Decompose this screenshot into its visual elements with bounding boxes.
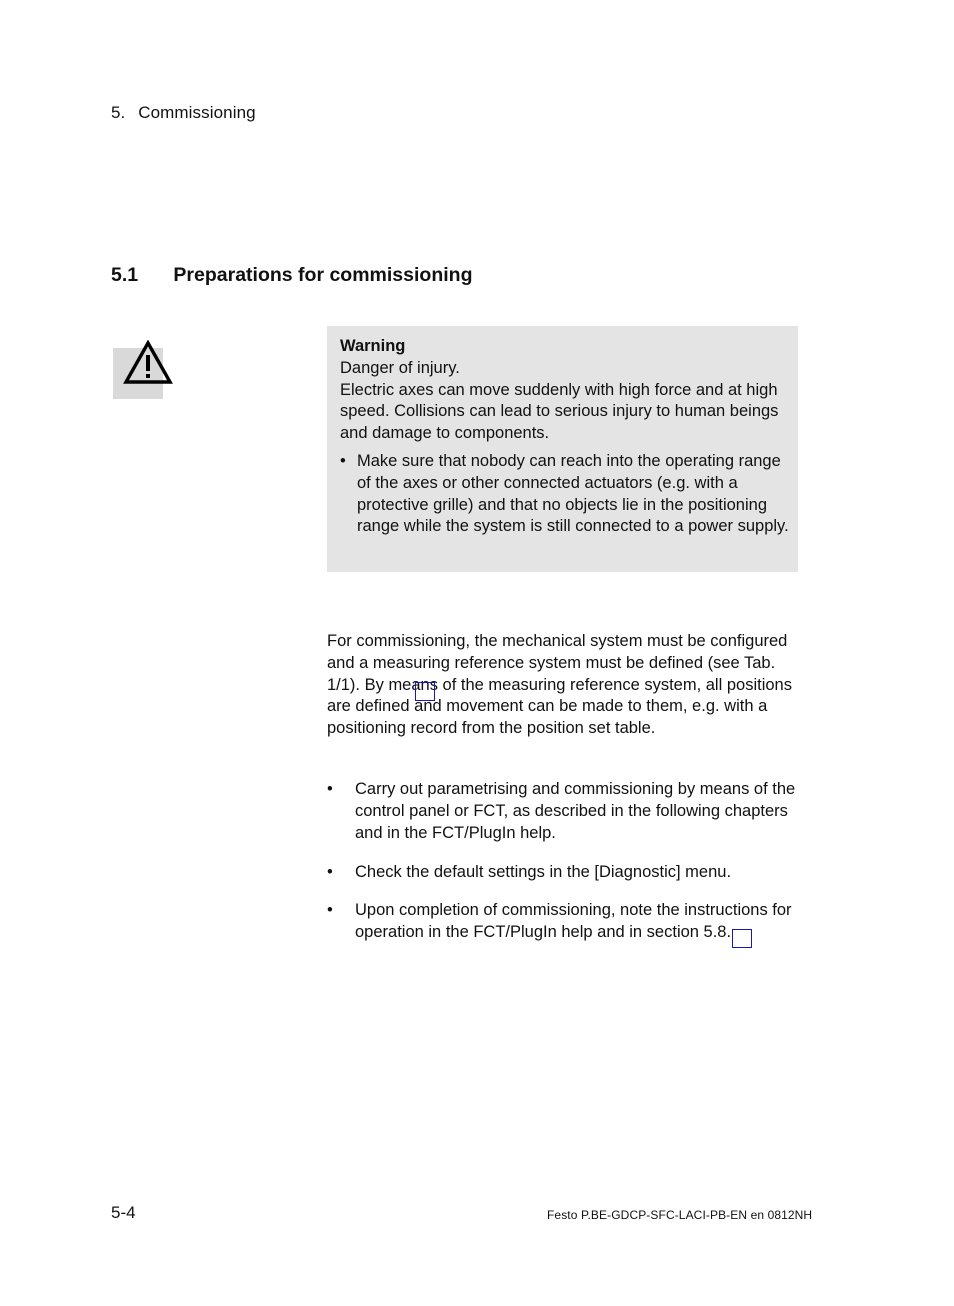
bullet-symbol: • [340,451,346,470]
intro-paragraph: For commissioning, the mechanical system must be configured and a measuring reference system must be defined (see Tab. 1/1). By means of the measuring reference system, all positions are defined and movement can be made to them, e.g. with a positioning record from the position set table. [327,632,792,738]
chapter-number: 5. [111,103,126,122]
chapter-title: Commissioning [138,103,256,122]
warning-panel [327,326,798,572]
bullet-symbol: • [327,901,333,919]
warning-subtitle: Danger of injury. [340,358,460,377]
list-item-text: Check the default settings in the [Diagnostic] menu. [355,863,732,881]
warning-content [340,336,790,538]
page-number: 5-4 [111,1203,136,1222]
table-reference-link[interactable] [415,682,435,701]
warning-text: Electric axes can move suddenly with high force and at high speed. Collisions can lead to serious injury to human beings and damage to components. [340,380,779,443]
bullet-symbol: • [327,863,333,881]
warning-bullet-item [340,451,790,538]
list-item [327,778,797,845]
document-id: Festo P.BE-GDCP-SFC-LACI-PB-EN en 0812NH [547,1208,813,1222]
warning-title: Warning [340,337,406,355]
warning-triangle-icon [123,340,173,386]
list-item [327,899,797,943]
warning-bullet-text: Make sure that nobody can reach into the operating range of the axes or other connected actuators (e.g. with a protective grille) and that no objects lie in the positioning range while the system is still connected to a power supply. [357,451,789,536]
section-reference-link[interactable] [732,929,752,948]
section-title: Preparations for commissioning [173,264,473,286]
bullet-symbol: • [327,780,333,798]
section-number: 5.1 [111,264,139,286]
section-heading [111,264,472,287]
list-item-text: Upon completion of commissioning, note the instructions for operation in the FCT/PlugIn help and in section 5.8. [355,901,792,942]
list-item [327,861,797,883]
warning-icon-box [113,348,163,399]
list-item-text: Carry out parametrising and commissioning by means of the control panel or FCT, as described in the following chapters and in the FCT/PlugIn help. [355,780,796,843]
running-head [111,103,256,123]
